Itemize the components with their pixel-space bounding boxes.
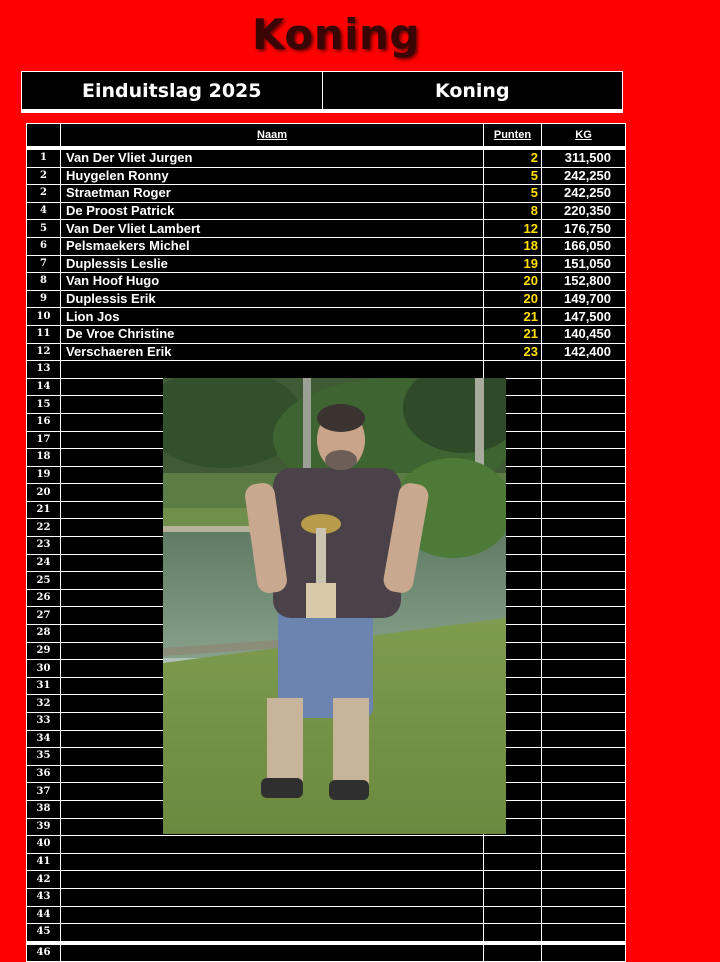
points-cell: 5: [484, 167, 542, 185]
kg-cell: [542, 943, 626, 962]
name-cell: [61, 888, 484, 906]
rank-cell: 18: [27, 449, 61, 467]
table-row: [27, 237, 626, 255]
kg-cell: [542, 361, 626, 379]
points-cell: [484, 924, 542, 943]
table-row: [27, 167, 626, 185]
points-cell: 12: [484, 220, 542, 238]
table-row-empty: [27, 836, 626, 854]
points-cell: 21: [484, 325, 542, 343]
rank-cell: 46: [27, 943, 61, 962]
name-cell: [61, 924, 484, 943]
rank-cell: 20: [27, 484, 61, 502]
name-cell: [61, 361, 484, 379]
rank-cell: 40: [27, 836, 61, 854]
points-cell: [484, 361, 542, 379]
rank-cell: 45: [27, 924, 61, 943]
page-title: Koning: [252, 10, 420, 59]
kg-cell: 166,050: [542, 237, 626, 255]
column-header-nr: [27, 124, 61, 149]
table-row-empty: [27, 361, 626, 379]
header-season-label: Einduitslag 2025: [82, 80, 262, 102]
table-row: [27, 290, 626, 308]
rank-cell: 19: [27, 466, 61, 484]
rank-cell: 29: [27, 642, 61, 660]
name-cell: [61, 906, 484, 924]
table-row: [27, 202, 626, 220]
name-cell: Van Hoof Hugo: [61, 273, 484, 291]
kg-cell: 242,250: [542, 185, 626, 203]
kg-cell: 142,400: [542, 343, 626, 361]
kg-cell: [542, 888, 626, 906]
table-row-empty: [27, 924, 626, 943]
rank-cell: 2: [27, 167, 61, 185]
name-cell: De Proost Patrick: [61, 202, 484, 220]
table-row-last: [27, 943, 626, 962]
name-cell: Van Der Vliet Jurgen: [61, 148, 484, 167]
points-cell: 21: [484, 308, 542, 326]
points-cell: 19: [484, 255, 542, 273]
rank-cell: 15: [27, 396, 61, 414]
kg-cell: [542, 625, 626, 643]
kg-cell: [542, 466, 626, 484]
rank-cell: 10: [27, 308, 61, 326]
name-cell: [61, 871, 484, 889]
kg-cell: [542, 836, 626, 854]
kg-cell: [542, 765, 626, 783]
table-row: [27, 185, 626, 203]
kg-cell: 176,750: [542, 220, 626, 238]
rank-cell: 31: [27, 677, 61, 695]
kg-cell: [542, 713, 626, 731]
rank-cell: 39: [27, 818, 61, 836]
points-cell: [484, 871, 542, 889]
rank-cell: 22: [27, 519, 61, 537]
points-cell: [484, 853, 542, 871]
points-cell: 18: [484, 237, 542, 255]
rank-cell: 32: [27, 695, 61, 713]
kg-cell: [542, 924, 626, 943]
name-cell: Verschaeren Erik: [61, 343, 484, 361]
kg-cell: [542, 783, 626, 801]
points-cell: [484, 943, 542, 962]
rank-cell: 37: [27, 783, 61, 801]
rank-cell: 12: [27, 343, 61, 361]
kg-cell: [542, 413, 626, 431]
rank-cell: 43: [27, 888, 61, 906]
name-cell: De Vroe Christine: [61, 325, 484, 343]
table-row: [27, 325, 626, 343]
rank-cell: 11: [27, 325, 61, 343]
kg-cell: [542, 554, 626, 572]
rank-cell: 5: [27, 220, 61, 238]
rank-cell: 28: [27, 625, 61, 643]
kg-cell: [542, 484, 626, 502]
rank-cell: 9: [27, 290, 61, 308]
name-cell: [61, 836, 484, 854]
kg-cell: [542, 800, 626, 818]
rank-cell: 13: [27, 361, 61, 379]
kg-cell: 149,700: [542, 290, 626, 308]
name-cell: Duplessis Leslie: [61, 255, 484, 273]
kg-cell: [542, 677, 626, 695]
rank-cell: 33: [27, 713, 61, 731]
column-header-kg: KG: [542, 124, 626, 149]
table-row-empty: [27, 888, 626, 906]
table-row: [27, 308, 626, 326]
kg-cell: 140,450: [542, 325, 626, 343]
name-cell: Straetman Roger: [61, 185, 484, 203]
rank-cell: 25: [27, 572, 61, 590]
name-cell: Lion Jos: [61, 308, 484, 326]
points-cell: 20: [484, 273, 542, 291]
table-row: [27, 148, 626, 167]
rank-cell: 1: [27, 148, 61, 167]
kg-cell: [542, 537, 626, 555]
rank-cell: 23: [27, 537, 61, 555]
rank-cell: 14: [27, 378, 61, 396]
points-cell: 5: [484, 185, 542, 203]
rank-cell: 35: [27, 748, 61, 766]
kg-cell: [542, 589, 626, 607]
rank-cell: 34: [27, 730, 61, 748]
kg-cell: [542, 730, 626, 748]
rank-cell: 44: [27, 906, 61, 924]
kg-cell: [542, 378, 626, 396]
kg-cell: [542, 501, 626, 519]
kg-cell: 151,050: [542, 255, 626, 273]
kg-cell: 147,500: [542, 308, 626, 326]
kg-cell: 242,250: [542, 167, 626, 185]
points-cell: 8: [484, 202, 542, 220]
rank-cell: 27: [27, 607, 61, 625]
table-row: [27, 273, 626, 291]
name-cell: [61, 853, 484, 871]
column-header-punten: Punten: [484, 124, 542, 149]
points-cell: 23: [484, 343, 542, 361]
table-row: [27, 255, 626, 273]
name-cell: Pelsmaekers Michel: [61, 237, 484, 255]
kg-cell: 220,350: [542, 202, 626, 220]
rank-cell: 41: [27, 853, 61, 871]
table-row-empty: [27, 871, 626, 889]
kg-cell: [542, 871, 626, 889]
rank-cell: 17: [27, 431, 61, 449]
kg-cell: [542, 572, 626, 590]
kg-cell: [542, 642, 626, 660]
header-bar: [21, 71, 623, 111]
rank-cell: 16: [27, 413, 61, 431]
kg-cell: [542, 748, 626, 766]
header-divider: [21, 109, 623, 113]
rank-cell: 7: [27, 255, 61, 273]
rank-cell: 42: [27, 871, 61, 889]
kg-cell: [542, 396, 626, 414]
rank-cell: 26: [27, 589, 61, 607]
rank-cell: 8: [27, 273, 61, 291]
name-cell: [61, 943, 484, 962]
rank-cell: 38: [27, 800, 61, 818]
kg-cell: [542, 607, 626, 625]
table-row: [27, 220, 626, 238]
kg-cell: [542, 818, 626, 836]
kg-cell: [542, 449, 626, 467]
winner-photo-image: [163, 378, 506, 834]
rank-cell: 4: [27, 202, 61, 220]
rank-cell: 30: [27, 660, 61, 678]
kg-cell: [542, 695, 626, 713]
name-cell: Huygelen Ronny: [61, 167, 484, 185]
points-cell: [484, 836, 542, 854]
name-cell: Duplessis Erik: [61, 290, 484, 308]
table-row-empty: [27, 906, 626, 924]
points-cell: 2: [484, 148, 542, 167]
rank-cell: 24: [27, 554, 61, 572]
column-header-naam: Naam: [61, 124, 484, 149]
winner-photo: [163, 378, 506, 834]
rank-cell: 6: [27, 237, 61, 255]
rank-cell: 21: [27, 501, 61, 519]
kg-cell: 311,500: [542, 148, 626, 167]
points-cell: [484, 906, 542, 924]
table-row: [27, 343, 626, 361]
table-header-row: [27, 124, 626, 149]
rank-cell: 2: [27, 185, 61, 203]
kg-cell: 152,800: [542, 273, 626, 291]
name-cell: Van Der Vliet Lambert: [61, 220, 484, 238]
kg-cell: [542, 519, 626, 537]
points-cell: 20: [484, 290, 542, 308]
rank-cell: 36: [27, 765, 61, 783]
kg-cell: [542, 431, 626, 449]
kg-cell: [542, 906, 626, 924]
points-cell: [484, 888, 542, 906]
header-category-label: Koning: [322, 72, 623, 110]
kg-cell: [542, 660, 626, 678]
table-row-empty: [27, 853, 626, 871]
kg-cell: [542, 853, 626, 871]
